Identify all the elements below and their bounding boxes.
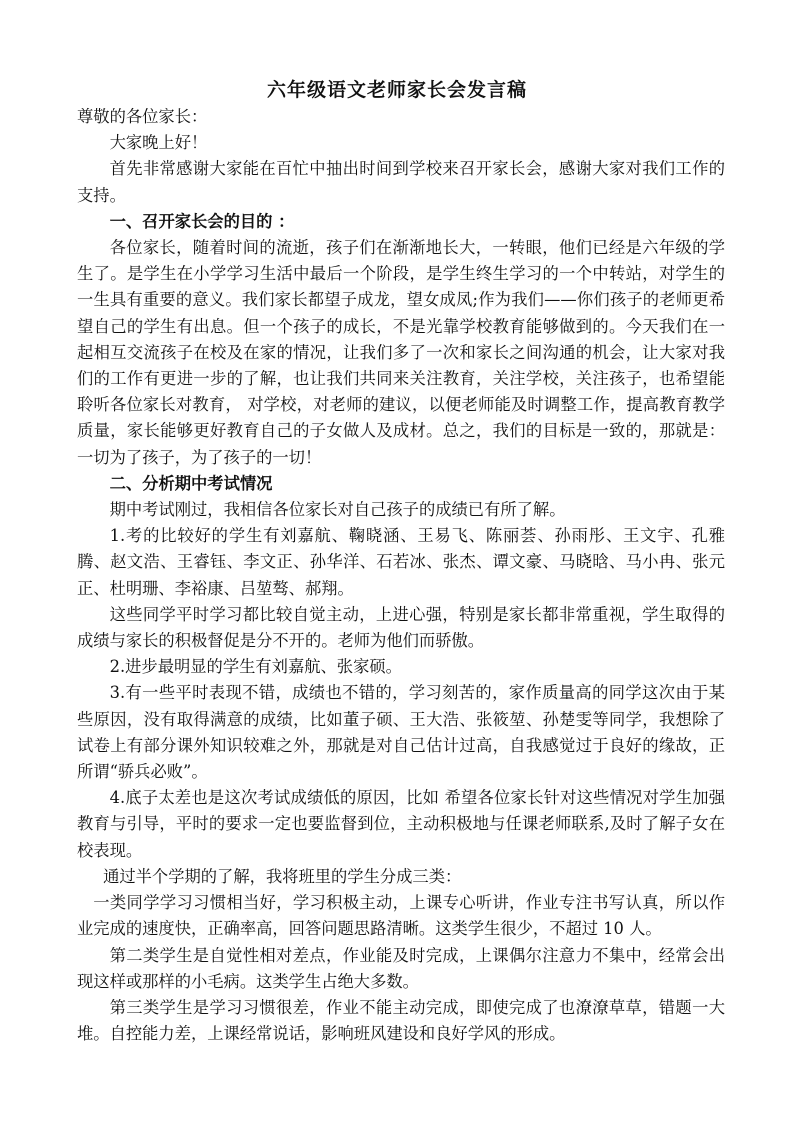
- item-2: 2.进步最明显的学生有刘嘉航、张家硕。: [109, 657, 402, 677]
- greeting: 大家晚上好！: [109, 133, 208, 153]
- item-1-note: 这些同学平时学习都比较自觉主动，上进心强，特别是家长都非常重视，学生取得的成绩与家长的积极督促是分不开的。老师为他们而骄傲。: [77, 604, 725, 651]
- section2-heading: 二、分析期中考试情况: [109, 473, 273, 493]
- salutation: 尊敬的各位家长：: [77, 107, 208, 126]
- item-3: 3.有一些平时表现不错，成绩也不错的，学习刻苦的，家作质量高的同学这次由于某些原因，没有取得满意的成绩，比如董子硕、王大浩、张筱堃、孙楚雯等同学，我想除了试卷上有部分课外知识较难之外，那就是对自己估计过高，自我感觉过于良好的缘故，正所谓“骄兵必败”。: [77, 683, 725, 782]
- section2-intro: 期中考试刚过，我相信各位家长对自己孩子的成绩已有所了解。: [109, 500, 566, 520]
- intro-paragraph: 首先非常感谢大家能在百忙中抽出时间到学校来召开家长会，感谢大家对我们工作的支持。: [77, 159, 725, 205]
- classify-intro: 通过半个学期的了解，我将班里的学生分成三类：: [103, 866, 462, 886]
- document-body: [77, 104, 725, 1047]
- class-3-paragraph: 第三类学生是学习习惯很差，作业不能主动完成，即使完成了也潦潦草草，错题一大堆。自控能力差，上课经常说话，影响班风建设和良好学风的形成。: [77, 997, 725, 1044]
- class-1-paragraph: 一类同学学习习惯相当好，学习积极主动，上课专心听讲，作业专注书写认真，所以作业完成的速度快，正确率高，回答问题思路清晰。这类学生很少，不超过 10 人。: [77, 893, 725, 939]
- page-title: 六年级语文老师家长会发言稿: [266, 79, 527, 101]
- class-2-paragraph: 第二类学生是自觉性相对差点，作业能及时完成，上课偶尔注意力不集中，经常会出现这样或那样的小毛病。这类学生占绝大多数。: [77, 945, 725, 991]
- section1-heading: 一、召开家长会的目的 ：: [109, 211, 295, 231]
- item-1: 1.考的比较好的学生有刘嘉航、鞠晓涵、王易飞、陈丽荟、孙雨彤、王文宇、孔雅腾、赵文浩、王睿钰、李文正、孙华洋、石若冰、张杰、谭文豪、马晓晗、马小冉、张元正、杜明珊、李裕康、吕堃骜、郝翔。: [77, 526, 725, 598]
- item-4: 4.底子太差也是这次考试成绩低的原因，比如 希望各位家长针对这些情况对学生加强教育与引导，平时的要求一定也要监督到位，主动积极地与任课老师联系,及时了解子女在校表现。: [77, 788, 725, 860]
- section1-paragraph: 各位家长，随着时间的流逝，孩子们在渐渐地长大，一转眼，他们已经是六年级的学生了。是学生在小学学习生活中最后一个阶段，是学生终生学习的一个中转站，对学生的一生具有重要的意义。我们家长都望子成龙，望女成凤;作为我们——你们孩子的老师更希望自己的学生有出息。但一个孩子的成长，不是光靠学校教育能够做到的。今天我们在一起相互交流孩子在校及在家的情况，让我们多了一次和家长之间沟通的机会，让大家对我们的工作有更进一步的了解，也让我们共同来关注教育，关注学校，关注孩子，也希望能聆听各位家长对教育， 对学校，对老师的建议，以便老师能及时调整工作，提高教育教学质量，家长能够更好教育自己的子女做人及成材。总之，我们的目标是一致的，那就是：一切为了孩子，为了孩子的一切！: [77, 238, 725, 467]
